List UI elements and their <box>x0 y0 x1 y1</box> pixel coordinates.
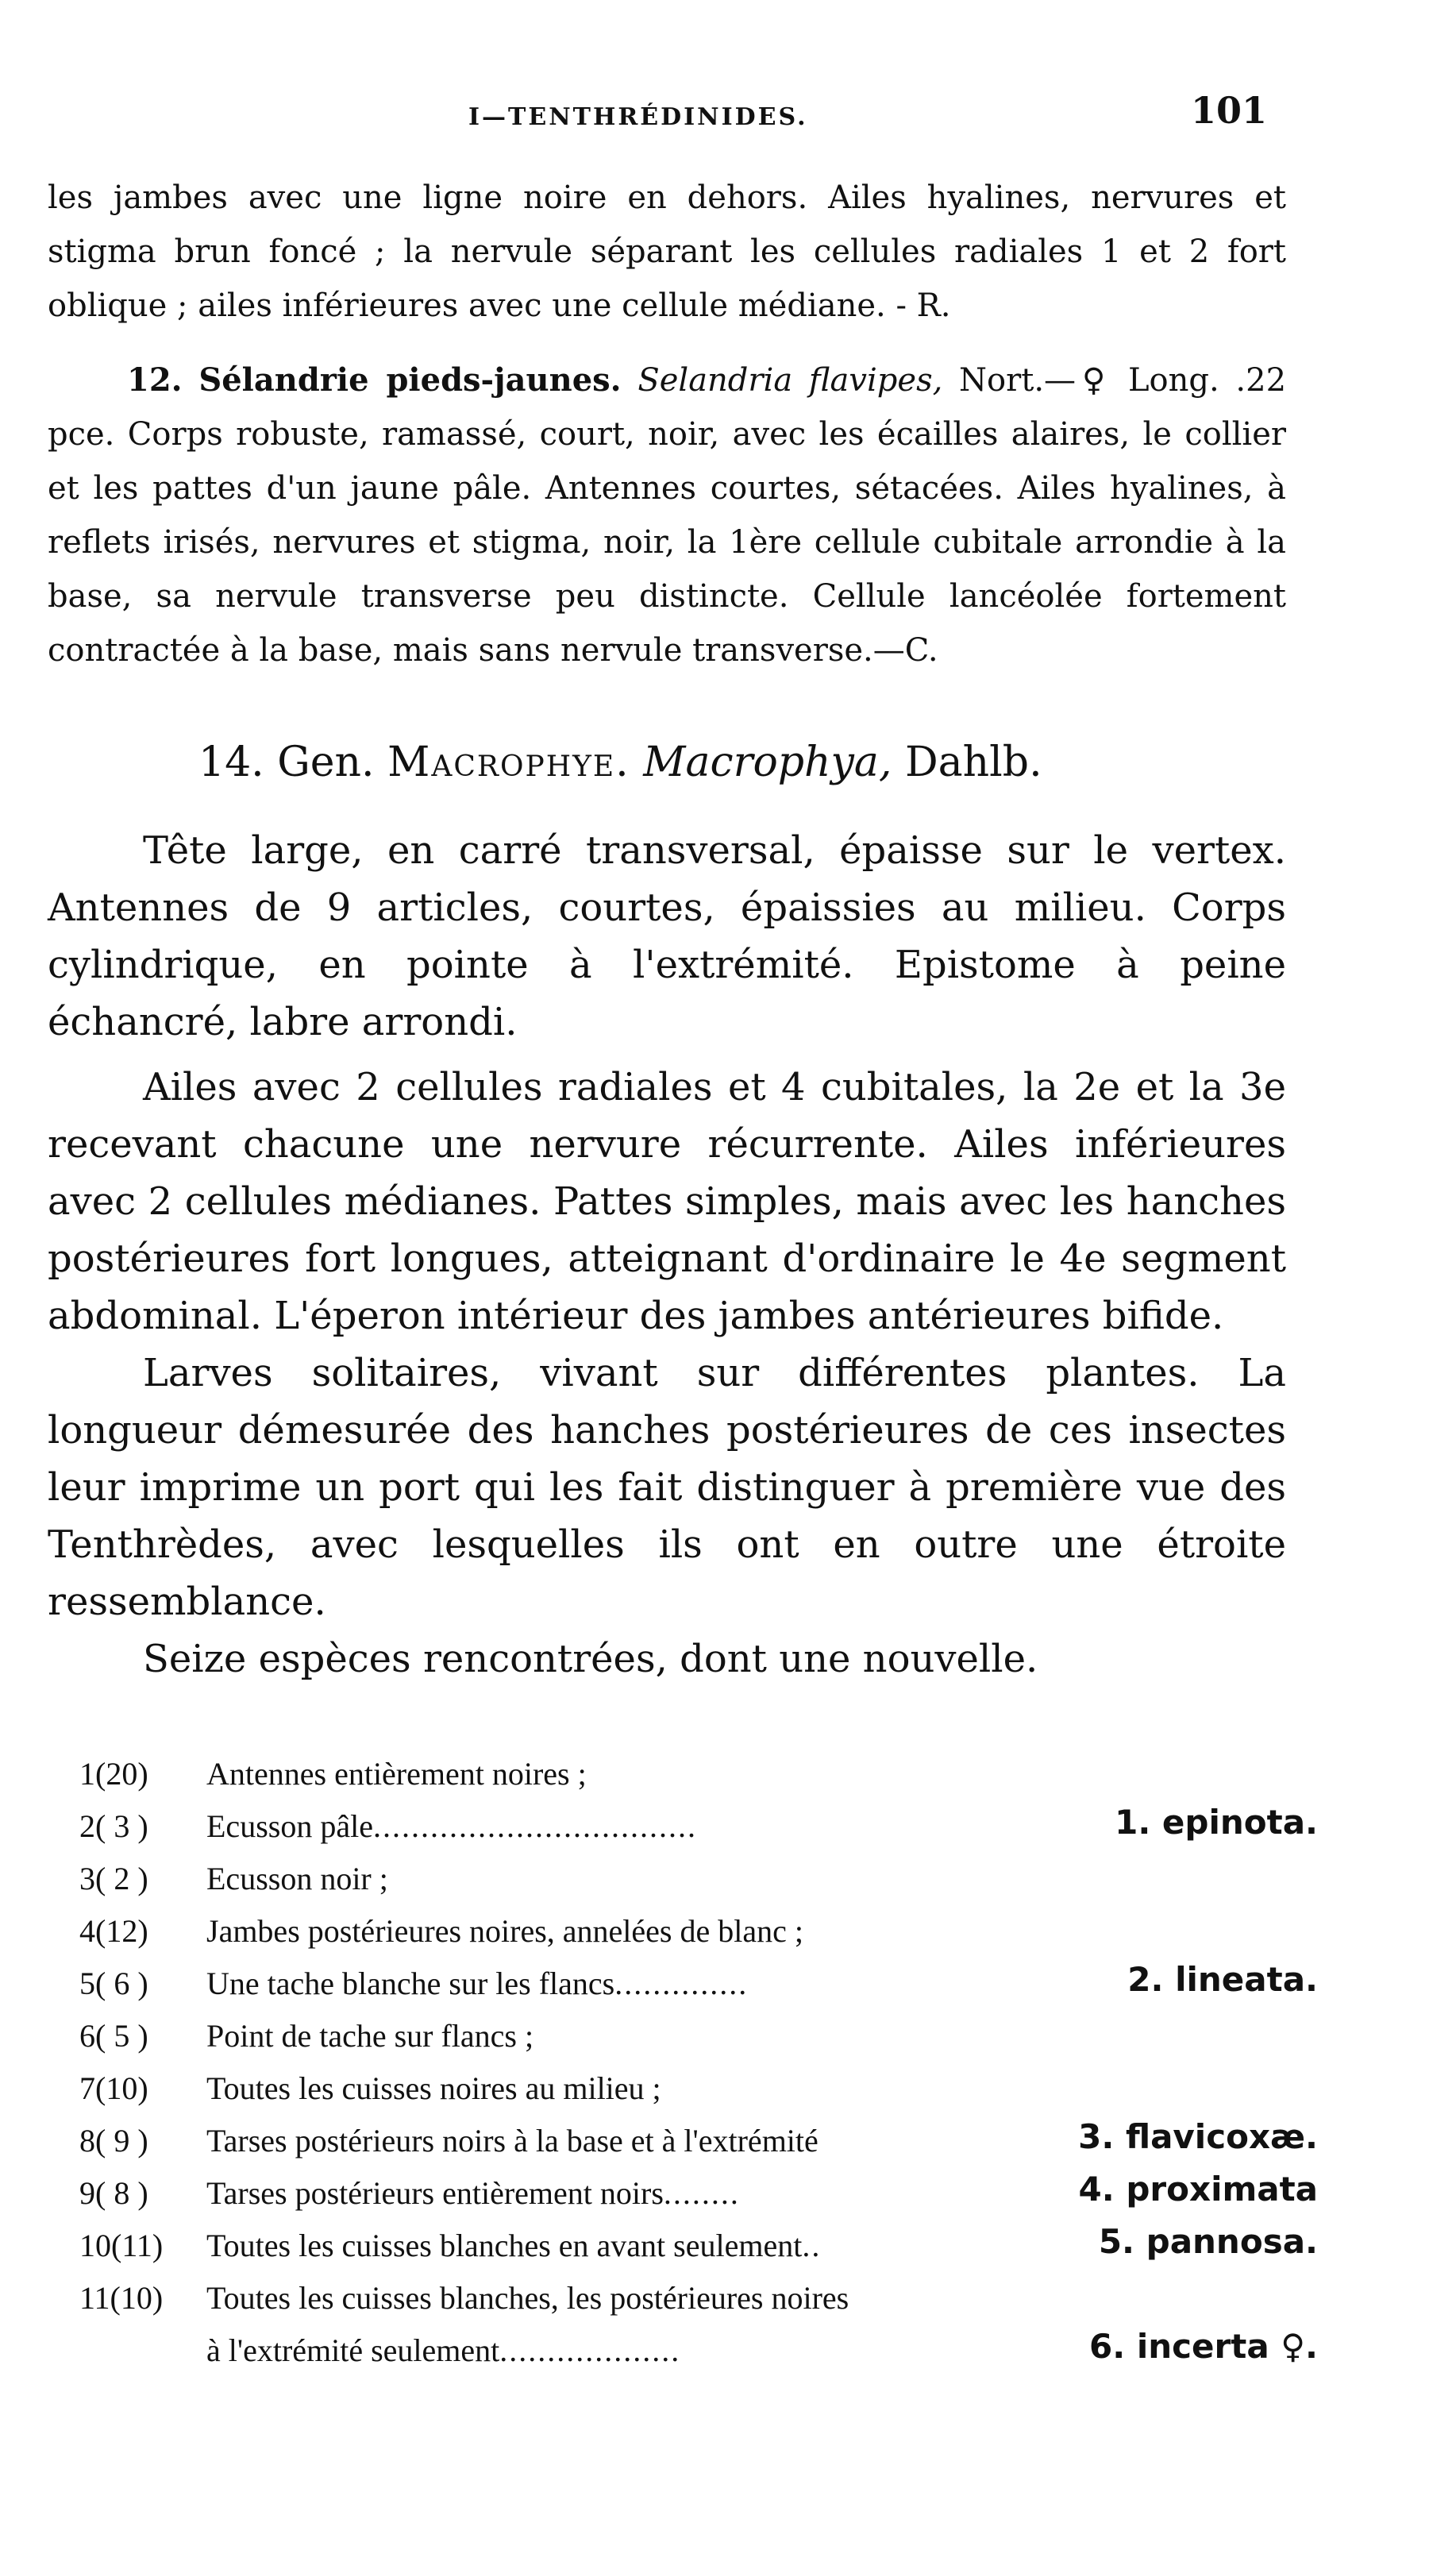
species-common-name: Sélandrie pieds-jaunes. <box>198 361 622 399</box>
key-number: 1(20) <box>79 1756 148 1792</box>
genus-name: Macrophye. <box>387 739 630 786</box>
key-row <box>79 2279 1318 2332</box>
identification-key <box>79 1755 1318 2384</box>
key-row <box>79 1860 1318 1912</box>
key-leader-dots: .............. <box>614 1966 749 2001</box>
key-text: Jambes postérieures noires, annelées de blanc ; <box>206 1913 803 1949</box>
key-number: 8( 9 ) <box>79 2123 148 2159</box>
key-number: 4(12) <box>79 1913 148 1949</box>
paragraph-wings: Ailes avec 2 cellules radiales et 4 cubitales, la 2e et la 3e recevant chacune une nervure récurrente. Ailes inférieures avec 2 cellules médianes. Pattes simples, mais avec les hanches postérieures fort longues, atteignant d'ordinaire le 4e segment abdominal. L'éperon intérieur des jambes antérieures bifide. <box>48 1065 1286 1338</box>
key-leader-dots: ................... <box>499 2332 681 2368</box>
genus-number: 14. Gen. <box>198 739 375 786</box>
genus-description <box>48 822 1286 1688</box>
key-row <box>79 2327 1318 2384</box>
key-number: 2( 3 ) <box>79 1808 148 1844</box>
key-number: 9( 8 ) <box>79 2175 148 2211</box>
key-result: 3. flavicoxæ. <box>1078 2117 1318 2156</box>
key-leader-dots: .. <box>802 2228 822 2263</box>
key-text: Toutes les cuisses blanches, les postérieures noires <box>206 2280 849 2316</box>
key-number: 7(10) <box>79 2070 148 2106</box>
running-head: I—TENTHRÉDINIDES. <box>468 103 808 131</box>
genus-heading <box>198 739 1042 786</box>
key-result: 5. pannosa. <box>1098 2222 1318 2261</box>
key-leader-dots: ........ <box>663 2175 740 2211</box>
key-text: Toutes les cuisses blanches en avant seulement <box>206 2228 803 2263</box>
key-text: Ecusson pâle <box>206 1808 373 1844</box>
key-result: 1. epinota. <box>1115 1803 1318 1842</box>
key-text: à l'extrémité seulement <box>206 2332 500 2368</box>
page-number: 101 <box>1191 89 1268 132</box>
key-result: 6. incerta ♀. <box>1089 2327 1318 2366</box>
key-text: Ecusson noir ; <box>206 1861 388 1896</box>
key-text: Une tache blanche sur les flancs <box>206 1966 615 2001</box>
key-text: Toutes les cuisses noires au milieu ; <box>206 2070 661 2106</box>
paragraph-species-count: Seize espèces rencontrées, dont une nouvelle. <box>143 1637 1038 1681</box>
key-text: Tarses postérieurs noirs à la base et à l'extrémité <box>206 2123 819 2159</box>
key-row <box>79 1803 1318 1860</box>
key-text: Antennes entièrement noires ; <box>206 1756 587 1792</box>
key-result: 2. lineata. <box>1127 1960 1318 1999</box>
key-row <box>79 2017 1318 2070</box>
key-result: 4. proximata <box>1078 2170 1318 2209</box>
key-row <box>79 1912 1318 1965</box>
key-number: 5( 6 ) <box>79 1966 148 2001</box>
species-description: Nort.—♀ Long. .22 pce. Corps robuste, ramassé, court, noir, avec les écailles alaires, le collier et les pattes d'un jaune pâle. Antennes courtes, sétacées. Ailes hyalines, à reflets irisés, nervures et stigma, noir, la 1ère cellule cubitale arrondie à la base, sa nervule transverse peu distincte. Cellule lancéolée fortement contractée à la base, mais sans nervule transverse.—C. <box>48 362 1287 669</box>
species-12-entry <box>48 353 1286 677</box>
species-number: 12. <box>127 361 183 399</box>
species-latin-name: Selandria flavipes, <box>637 362 943 399</box>
key-number: 10(11) <box>79 2228 164 2263</box>
key-row <box>79 2170 1318 2227</box>
key-row <box>79 2070 1318 2122</box>
genus-author: Dahlb. <box>904 739 1042 786</box>
key-leader-dots: .................................. <box>372 1808 697 1844</box>
key-number: 6( 5 ) <box>79 2018 148 2054</box>
key-row <box>79 1755 1318 1807</box>
key-row <box>79 2117 1318 2174</box>
top-paragraph <box>48 171 1286 333</box>
key-number: 3( 2 ) <box>79 1861 148 1896</box>
key-row <box>79 2222 1318 2279</box>
genus-latin: Macrophya, <box>643 739 892 786</box>
key-number: 11(10) <box>79 2280 164 2316</box>
key-row <box>79 1960 1318 2017</box>
key-text: Tarses postérieurs entièrement noirs <box>206 2175 664 2211</box>
paragraph-head: Tête large, en carré transversal, épaisse sur le vertex. Antennes de 9 articles, courtes, épaissies au milieu. Corps cylindrique, en pointe à l'extrémité. Epistome à peine échancré, labre arrondi. <box>48 828 1286 1044</box>
key-text: Point de tache sur flancs ; <box>206 2018 534 2054</box>
paragraph-larvae: Larves solitaires, vivant sur différentes plantes. La longueur démesurée des hanches postérieures de ces insectes leur imprime un port qui les fait distinguer à première vue des Tenthrèdes, avec lesquelles ils ont en outre une étroite ressemblance. <box>48 1351 1286 1624</box>
continued-description: les jambes avec une ligne noire en dehors. Ailes hyalines, nervures et stigma brun foncé ; la nervule séparant les cellules radiales 1 et 2 fort oblique ; ailes inférieures avec une cellule médiane. - R. <box>48 179 1286 324</box>
